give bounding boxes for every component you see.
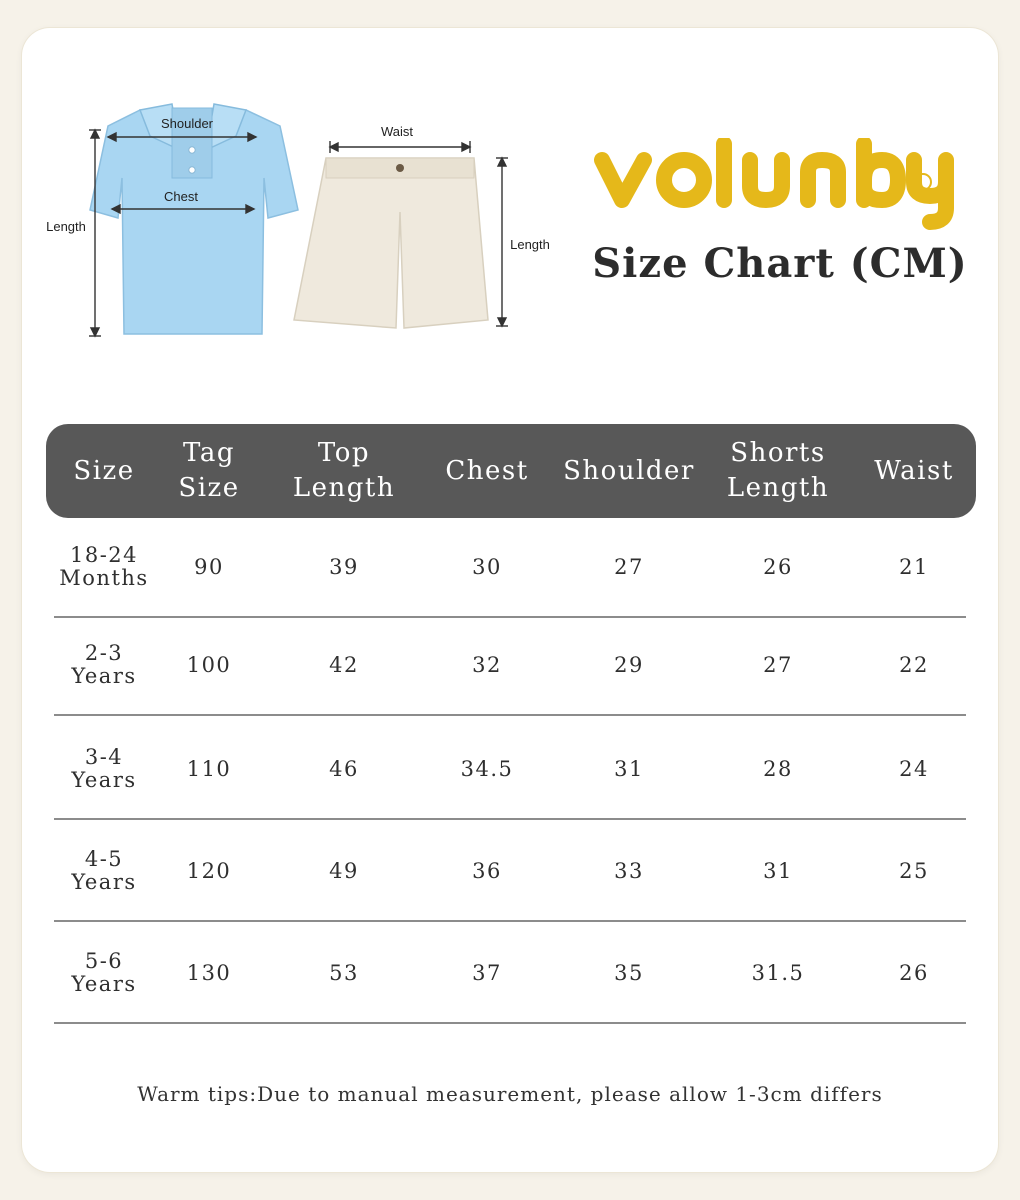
cell-shoulder: 31 xyxy=(614,756,644,781)
cell-waist: 26 xyxy=(899,960,929,985)
table-row xyxy=(54,518,966,618)
cell-size: 2-3 Years xyxy=(71,641,137,688)
measurement-note: Warm tips:Due to manual measurement, please allow 1-3cm differs xyxy=(137,1082,883,1106)
brand-logo xyxy=(592,138,964,230)
cell-shorts-length: 27 xyxy=(763,652,793,677)
cell-chest: 34.5 xyxy=(460,756,514,781)
cell-waist: 21 xyxy=(899,554,929,579)
cell-tag-size: 130 xyxy=(186,960,232,985)
cell-tag-size: 100 xyxy=(186,652,232,677)
row-divider xyxy=(54,714,966,716)
cell-top-length: 42 xyxy=(329,652,359,677)
cell-shorts-length: 31.5 xyxy=(751,960,805,985)
cell-chest: 36 xyxy=(472,858,502,883)
table-header xyxy=(46,424,976,518)
cell-shoulder: 29 xyxy=(614,652,644,677)
header-chest: Chest xyxy=(445,455,529,486)
row-divider xyxy=(54,818,966,820)
cell-size: 5-6 Years xyxy=(71,949,137,996)
cell-chest: 37 xyxy=(472,960,502,985)
cell-shoulder: 35 xyxy=(614,960,644,985)
table-row xyxy=(54,616,966,716)
garment-measurement-diagram xyxy=(0,0,600,360)
cell-size: 4-5 Years xyxy=(71,847,137,894)
cell-chest: 32 xyxy=(472,652,502,677)
header-waist: Waist xyxy=(874,455,954,486)
cell-shorts-length: 28 xyxy=(763,756,793,781)
top-length-label: Length xyxy=(46,219,86,234)
chart-title: Size Chart (CM) xyxy=(592,240,968,287)
cell-shoulder: 33 xyxy=(614,858,644,883)
header-size: Size xyxy=(73,455,135,486)
polo-shirt-illustration xyxy=(90,104,298,334)
shorts-length-label: Length xyxy=(510,237,550,252)
cell-size: 3-4 Years xyxy=(71,745,137,792)
table-row xyxy=(54,924,966,1024)
cell-tag-size: 110 xyxy=(186,756,232,781)
cell-size: 18-24 Months xyxy=(59,543,149,590)
cell-chest: 30 xyxy=(472,554,502,579)
table-row xyxy=(54,822,966,922)
table-row xyxy=(54,720,966,820)
cell-tag-size: 120 xyxy=(186,858,232,883)
cell-tag-size: 90 xyxy=(194,554,224,579)
header-tag-size: Tag Size xyxy=(178,438,240,503)
chest-label: Chest xyxy=(164,189,198,204)
cell-top-length: 39 xyxy=(329,554,359,579)
row-divider xyxy=(54,1022,966,1024)
cell-top-length: 49 xyxy=(329,858,359,883)
cell-waist: 24 xyxy=(899,756,929,781)
shorts-illustration xyxy=(294,158,488,328)
row-divider xyxy=(54,920,966,922)
cell-waist: 22 xyxy=(899,652,929,677)
header-shoulder: Shoulder xyxy=(563,455,695,486)
header-shorts-length: Shorts Length xyxy=(726,438,830,503)
cell-top-length: 53 xyxy=(329,960,359,985)
cell-shorts-length: 26 xyxy=(763,554,793,579)
cell-shorts-length: 31 xyxy=(763,858,793,883)
cell-top-length: 46 xyxy=(329,756,359,781)
cell-waist: 25 xyxy=(899,858,929,883)
shoulder-label: Shoulder xyxy=(160,116,214,131)
waist-label: Waist xyxy=(380,124,414,139)
cell-shoulder: 27 xyxy=(614,554,644,579)
header-top-length: Top Length xyxy=(292,438,396,503)
